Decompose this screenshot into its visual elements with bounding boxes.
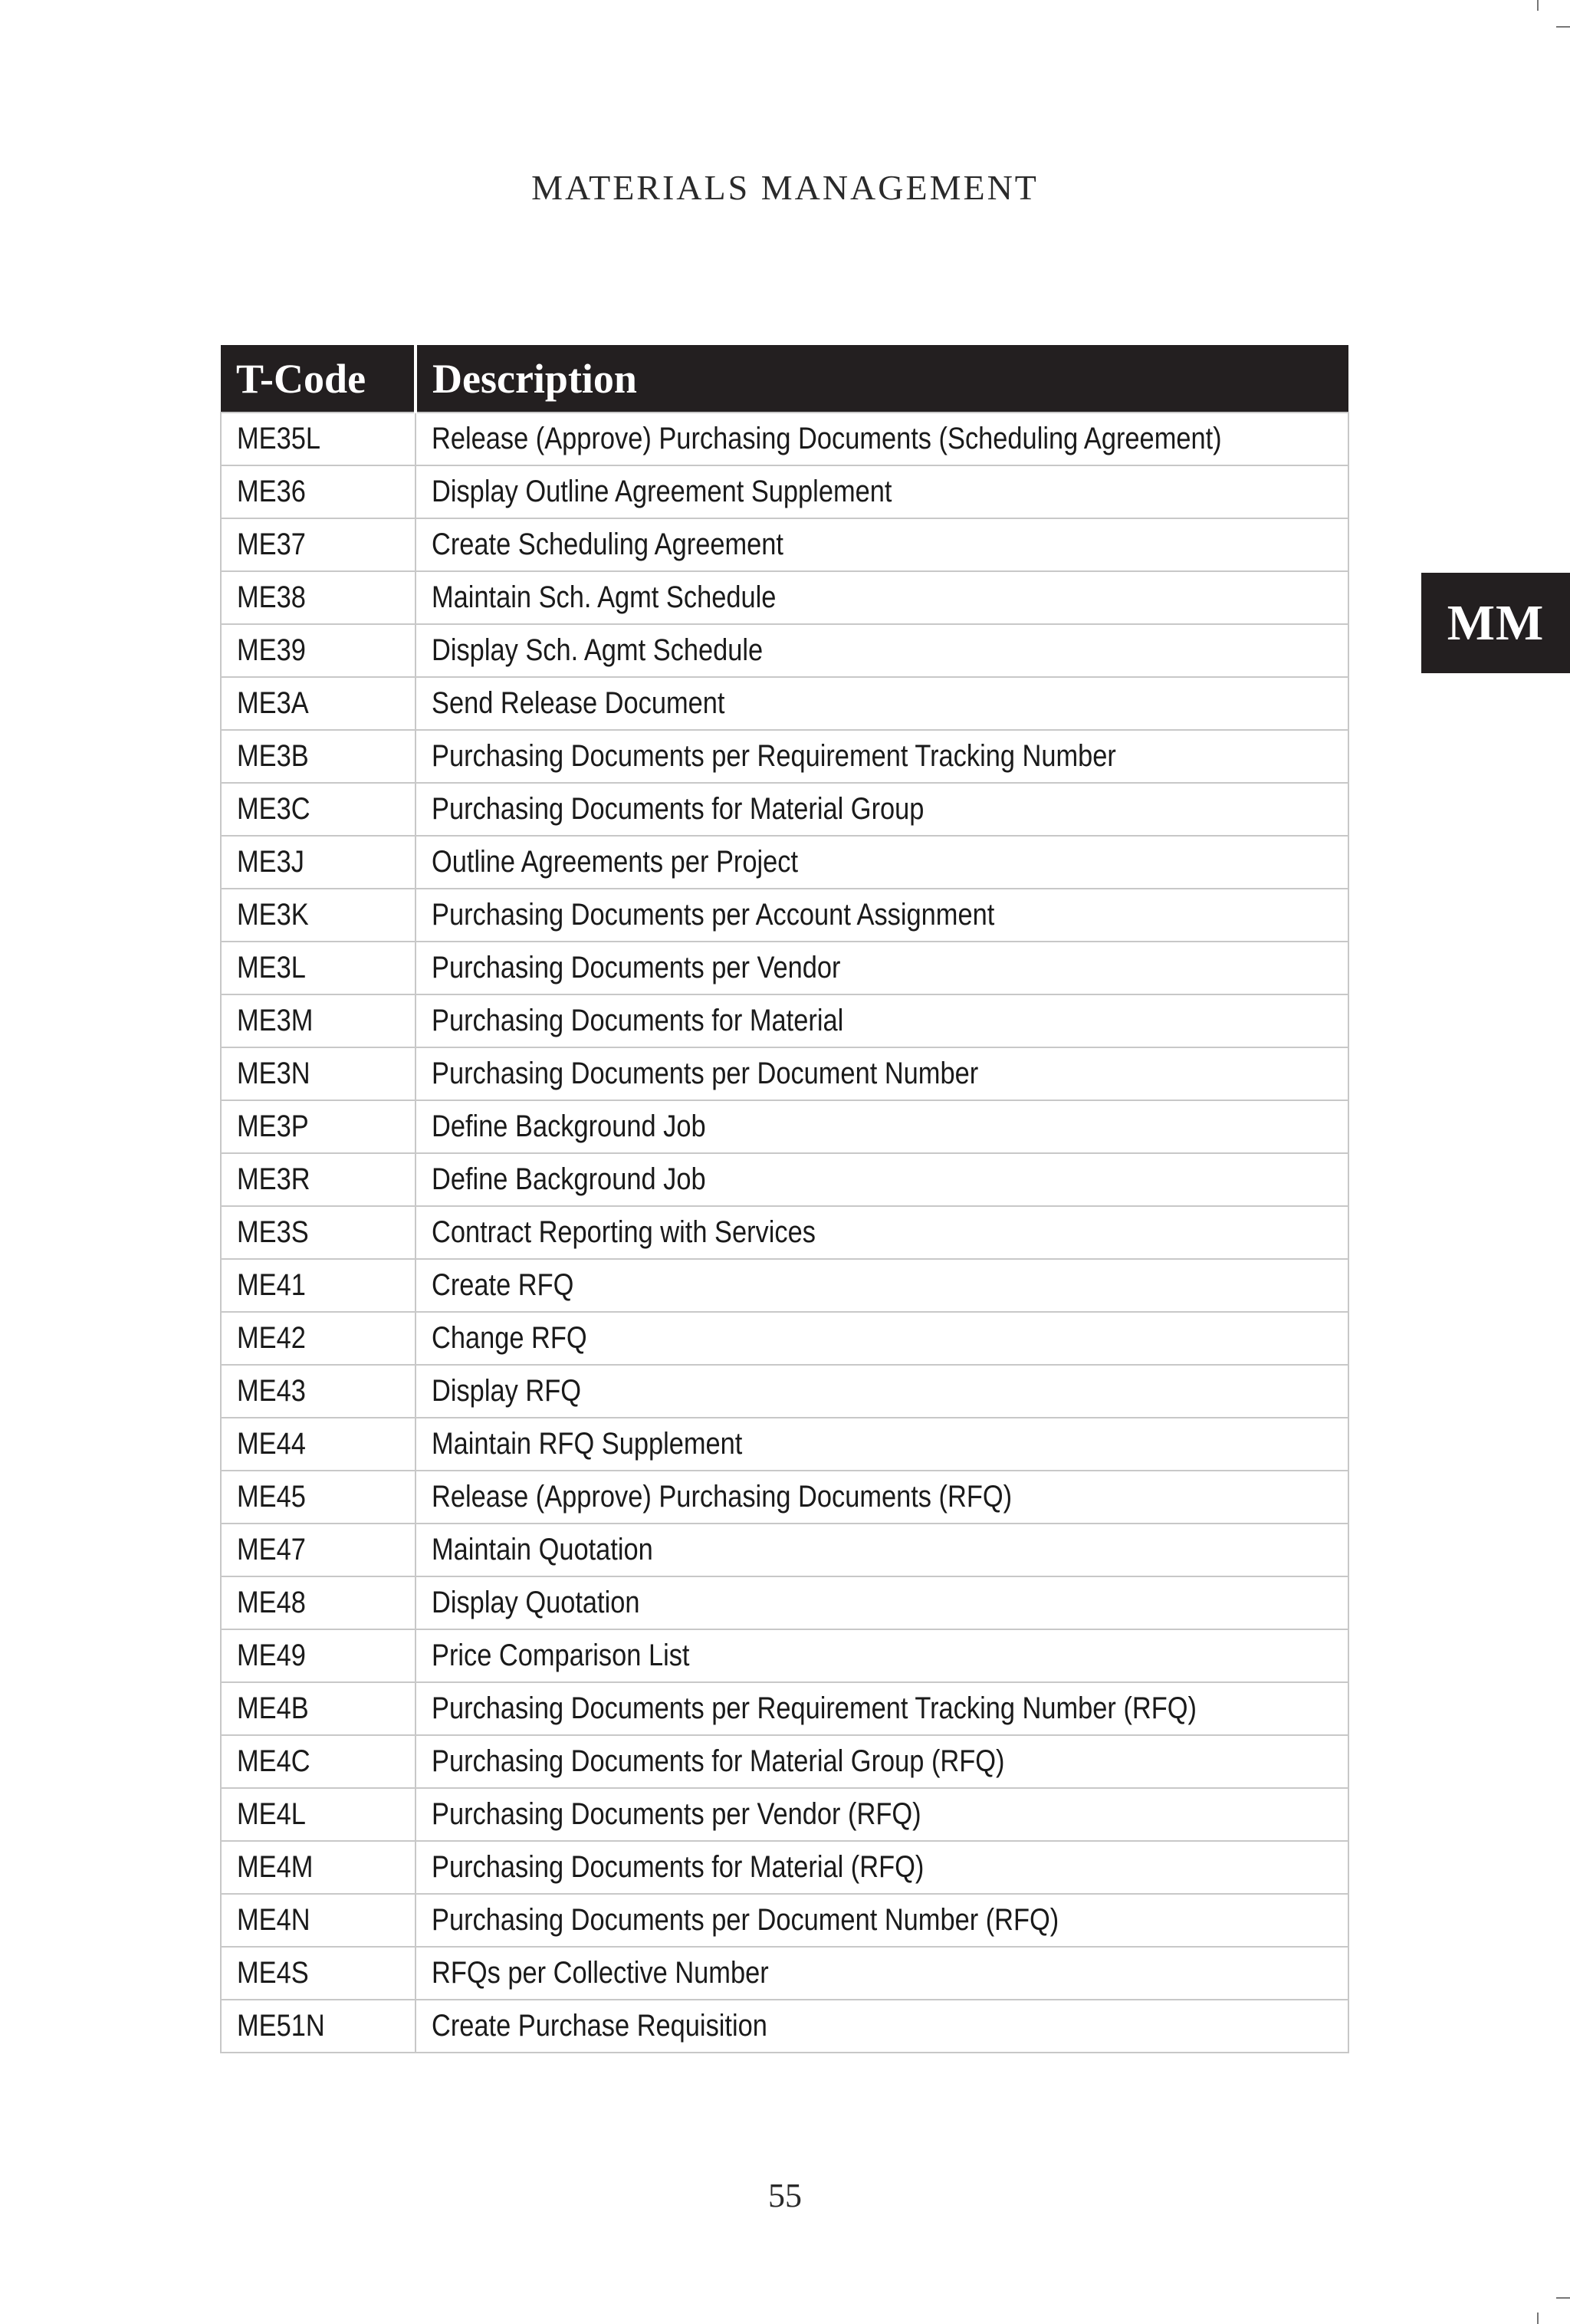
cell-tcode-text: ME48 [237,1586,306,1619]
cell-description [415,1576,1348,1629]
cell-tcode [221,730,415,783]
table-row [221,783,1348,836]
cell-tcode [221,1947,415,2000]
table-row [221,2000,1348,2053]
cell-description-text: Create RFQ [432,1268,574,1302]
table-row [221,571,1348,624]
table-row [221,1524,1348,1576]
cell-tcode-text: ME4S [237,1956,309,1990]
cell-tcode [221,1312,415,1365]
cell-tcode-text: ME41 [237,1268,306,1302]
cell-description [415,571,1348,624]
cell-tcode-text: ME3N [237,1057,310,1090]
column-header-tcode: T-Code [221,345,415,413]
cell-tcode-text: ME38 [237,580,306,614]
cell-tcode-text: ME3J [237,845,304,879]
cell-description-text: Release (Approve) Purchasing Documents (RFQ) [432,1480,1013,1514]
cell-description-text: Create Purchase Requisition [432,2009,767,2043]
cell-tcode-text: ME3P [237,1109,309,1143]
cell-tcode-text: ME51N [237,2009,325,2043]
table-row [221,836,1348,889]
cell-tcode [221,518,415,571]
table-row [221,1365,1348,1418]
table-row [221,1788,1348,1841]
table-row [221,1576,1348,1629]
cell-description [415,1629,1348,1682]
cell-description-text: Create Scheduling Agreement [432,528,783,561]
crop-mark-bottom-right-horizontal [1556,2297,1570,2299]
cell-tcode [221,465,415,518]
cell-description [415,1947,1348,2000]
cell-description [415,677,1348,730]
cell-description [415,1894,1348,1947]
crop-mark-bottom-right-vertical [1537,2312,1539,2324]
cell-description-text: Outline Agreements per Project [432,845,799,879]
table-row [221,1153,1348,1206]
cell-description-text: Purchasing Documents for Material [432,1004,844,1037]
cell-description [415,1365,1348,1418]
tcode-table [220,345,1349,2053]
page-number: 55 [768,2177,802,2214]
cell-tcode [221,1365,415,1418]
cell-description-text: Purchasing Documents per Vendor [432,951,841,984]
cell-tcode-text: ME4N [237,1903,310,1937]
cell-description-text: Maintain Sch. Agmt Schedule [432,580,777,614]
cell-tcode [221,2000,415,2053]
table-row [221,1312,1348,1365]
cell-description-text: Purchasing Documents for Material Group [432,792,925,826]
table-row [221,730,1348,783]
table-row [221,1418,1348,1471]
cell-description [415,1153,1348,1206]
cell-tcode-text: ME43 [237,1374,306,1408]
table-header-row [221,345,1348,413]
cell-description [415,994,1348,1047]
cell-description-text: Purchasing Documents per Document Number [432,1057,979,1090]
cell-description [415,518,1348,571]
section-tab: MM [1421,573,1570,673]
cell-description-text: Define Background Job [432,1109,706,1143]
cell-description-text: Release (Approve) Purchasing Documents (Scheduling Agreement) [432,422,1222,455]
cell-tcode-text: ME3B [237,739,309,773]
cell-tcode-text: ME49 [237,1639,306,1672]
cell-description-text: Change RFQ [432,1321,587,1355]
cell-tcode [221,1206,415,1259]
cell-tcode [221,1735,415,1788]
table-row [221,942,1348,994]
table-row [221,1471,1348,1524]
cell-description-text: Purchasing Documents per Requirement Tracking Number [432,739,1116,773]
cell-tcode-text: ME3M [237,1004,314,1037]
cell-tcode [221,889,415,942]
table-body [221,413,1348,2053]
cell-description [415,2000,1348,2053]
cell-description [415,1206,1348,1259]
table-row [221,1735,1348,1788]
cell-tcode [221,783,415,836]
cell-description-text: RFQs per Collective Number [432,1956,769,1990]
table-row [221,677,1348,730]
cell-tcode-text: ME47 [237,1533,306,1566]
cell-description [415,836,1348,889]
cell-tcode [221,413,415,465]
cell-description-text: Define Background Job [432,1162,706,1196]
cell-description-text: Display Sch. Agmt Schedule [432,633,764,667]
table-row [221,1841,1348,1894]
cell-tcode-text: ME3L [237,951,306,984]
table-row [221,889,1348,942]
cell-tcode [221,1841,415,1894]
cell-description [415,1418,1348,1471]
table-row [221,994,1348,1047]
table-row [221,465,1348,518]
cell-tcode-text: ME44 [237,1427,306,1461]
cell-description [415,624,1348,677]
table-row [221,1629,1348,1682]
cell-description [415,730,1348,783]
cell-tcode [221,1418,415,1471]
cell-tcode-text: ME39 [237,633,306,667]
table-row [221,1947,1348,2000]
cell-tcode [221,994,415,1047]
cell-tcode-text: ME3K [237,898,309,932]
cell-tcode-text: ME3R [237,1162,310,1196]
cell-description [415,942,1348,994]
cell-tcode-text: ME4L [237,1797,306,1831]
cell-description [415,1841,1348,1894]
cell-tcode [221,1682,415,1735]
cell-description-text: Send Release Document [432,686,725,720]
cell-tcode [221,1576,415,1629]
cell-description-text: Maintain RFQ Supplement [432,1427,743,1461]
cell-description-text: Display Outline Agreement Supplement [432,475,892,508]
cell-description [415,1524,1348,1576]
cell-tcode [221,624,415,677]
cell-tcode [221,1788,415,1841]
cell-description [415,1735,1348,1788]
cell-description [415,1788,1348,1841]
cell-tcode [221,1471,415,1524]
cell-tcode-text: ME36 [237,475,306,508]
cell-description [415,1312,1348,1365]
cell-description [415,1471,1348,1524]
cell-description-text: Purchasing Documents for Material (RFQ) [432,1850,925,1884]
cell-tcode [221,1524,415,1576]
table-row [221,1259,1348,1312]
cell-description-text: Price Comparison List [432,1639,690,1672]
cell-description-text: Purchasing Documents per Document Number (RFQ) [432,1903,1059,1937]
cell-description-text: Purchasing Documents per Vendor (RFQ) [432,1797,921,1831]
table-row [221,1206,1348,1259]
table-row [221,518,1348,571]
cell-tcode [221,1100,415,1153]
cell-tcode-text: ME42 [237,1321,306,1355]
cell-tcode [221,1047,415,1100]
cell-description [415,889,1348,942]
cell-description [415,1100,1348,1153]
table-row [221,413,1348,465]
cell-description-text: Purchasing Documents for Material Group (RFQ) [432,1744,1005,1778]
cell-description-text: Display Quotation [432,1586,640,1619]
cell-description [415,1259,1348,1312]
cell-tcode [221,1894,415,1947]
cell-tcode-text: ME37 [237,528,306,561]
cell-description [415,465,1348,518]
table-row [221,624,1348,677]
cell-tcode-text: ME3S [237,1215,309,1249]
cell-description [415,1682,1348,1735]
cell-tcode [221,836,415,889]
cell-description [415,1047,1348,1100]
cell-description-text: Contract Reporting with Services [432,1215,816,1249]
cell-description [415,783,1348,836]
cell-tcode-text: ME3C [237,792,310,826]
cell-tcode-text: ME3A [237,686,309,720]
cell-description-text: Purchasing Documents per Account Assignment [432,898,995,932]
running-head: MATERIALS MANAGEMENT [531,168,1039,207]
cell-tcode-text: ME4B [237,1691,309,1725]
cell-tcode-text: ME4C [237,1744,310,1778]
cell-description [415,413,1348,465]
crop-mark-top-right-vertical [1537,0,1539,11]
cell-description-text: Display RFQ [432,1374,581,1408]
cell-tcode [221,677,415,730]
cell-tcode [221,942,415,994]
cell-description-text: Maintain Quotation [432,1533,653,1566]
table-row [221,1100,1348,1153]
crop-mark-top-right-horizontal [1556,26,1570,28]
table-row [221,1682,1348,1735]
cell-tcode-text: ME35L [237,422,321,455]
cell-tcode [221,1629,415,1682]
column-header-description: Description [415,345,1348,413]
cell-description-text: Purchasing Documents per Requirement Tracking Number (RFQ) [432,1691,1197,1725]
cell-tcode [221,571,415,624]
cell-tcode [221,1259,415,1312]
table-row [221,1047,1348,1100]
cell-tcode-text: ME45 [237,1480,306,1514]
cell-tcode-text: ME4M [237,1850,314,1884]
table-row [221,1894,1348,1947]
cell-tcode [221,1153,415,1206]
